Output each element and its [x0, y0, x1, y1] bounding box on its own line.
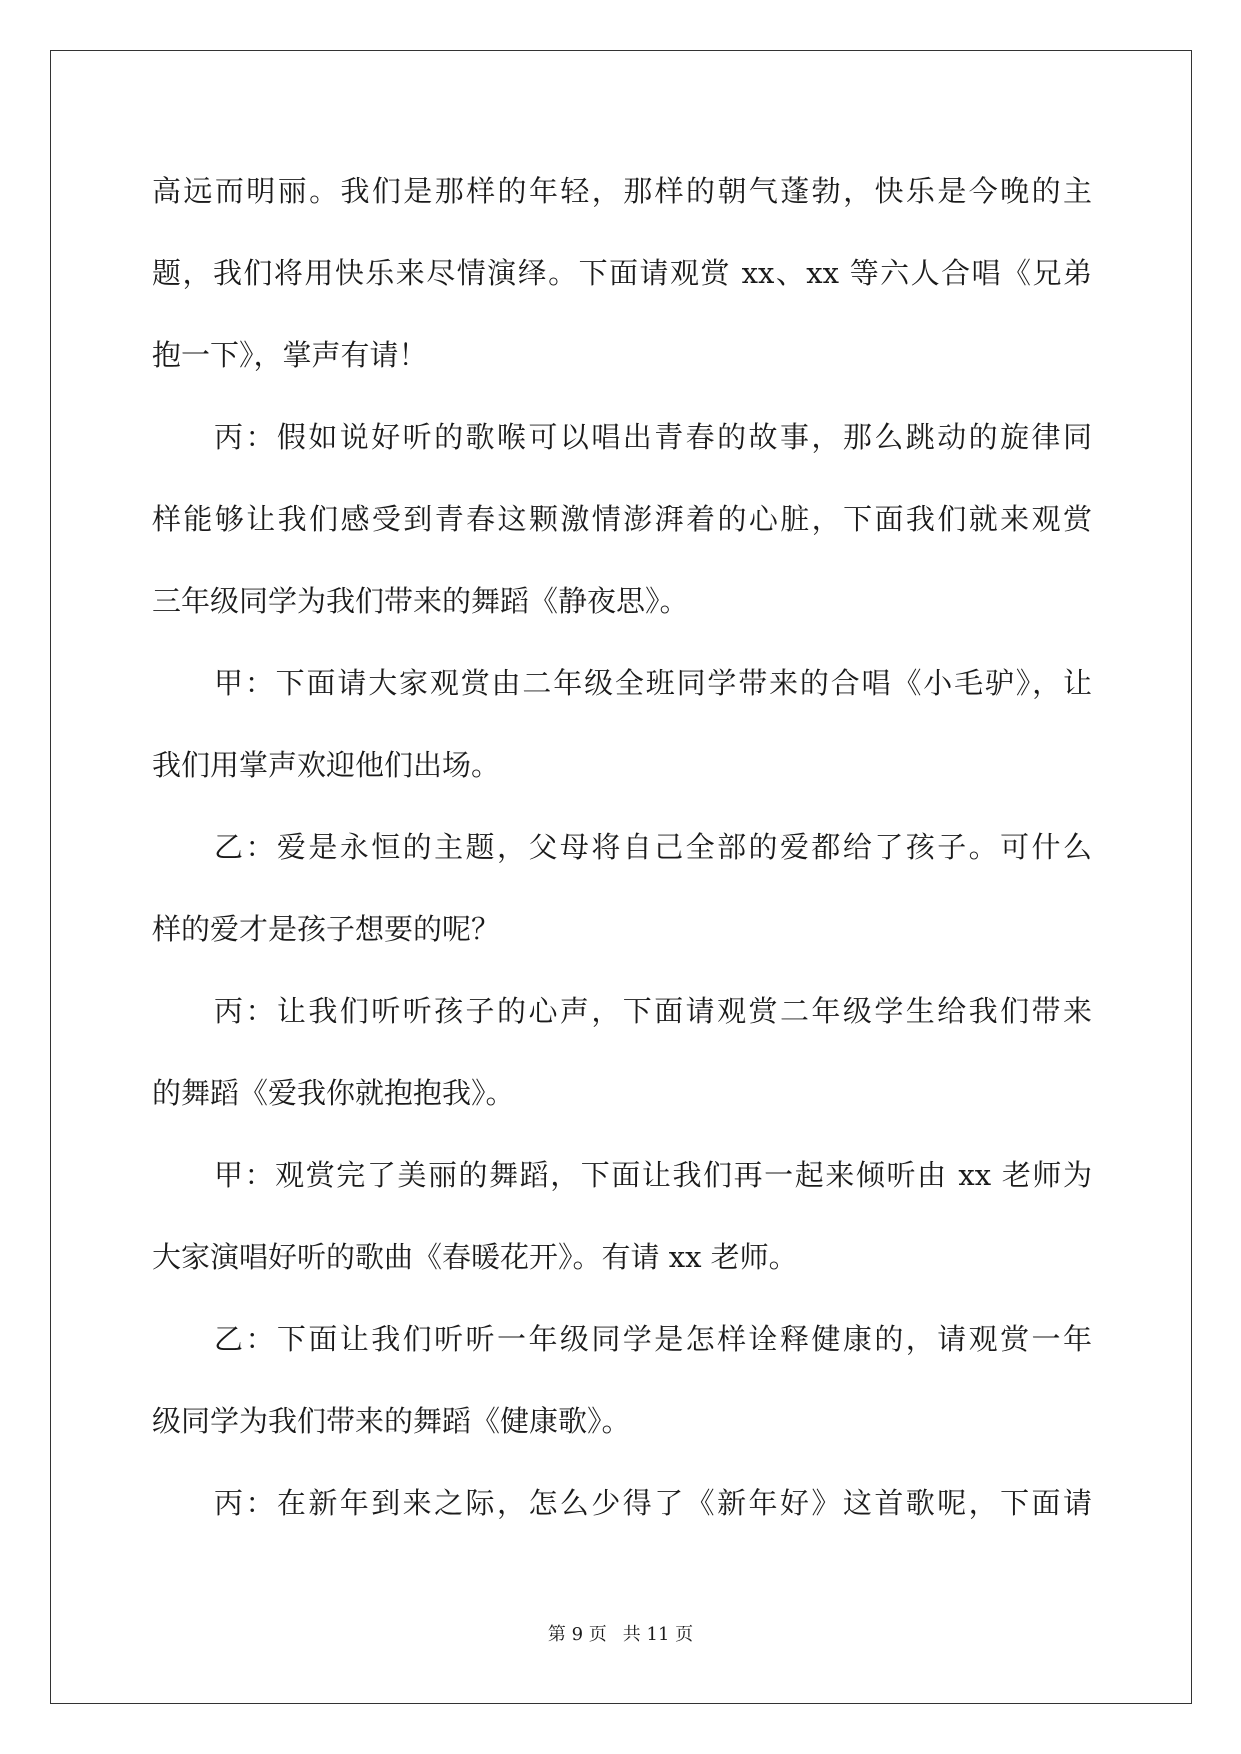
text-line: 我们用掌声欢迎他们出场。 [152, 748, 501, 782]
text-line: 丙：假如说好听的歌喉可以唱出青春的故事，那么跳动的旋律同 [214, 420, 1092, 454]
text-line: 三年级同学为我们带来的舞蹈《静夜思》。 [152, 584, 689, 618]
text-line: 甲：观赏完了美丽的舞蹈，下面让我们再一起来倾听由 xx 老师为 [214, 1158, 1092, 1192]
text-line: 丙：让我们听听孩子的心声，下面请观赏二年级学生给我们带来 [214, 994, 1092, 1028]
text-line: 抱一下》，掌声有请！ [152, 338, 428, 372]
text-line: 样的爱才是孩子想要的呢？ [152, 912, 501, 946]
text-line: 乙：下面让我们听听一年级同学是怎样诠释健康的，请观赏一年 [214, 1322, 1092, 1356]
text-line: 级同学为我们带来的舞蹈《健康歌》。 [152, 1404, 631, 1438]
text-line: 样能够让我们感受到青春这颗激情澎湃着的心脏，下面我们就来观赏 [152, 502, 1092, 536]
text-line: 的舞蹈《爱我你就抱抱我》。 [152, 1076, 515, 1110]
text-line: 高远而明丽。我们是那样的年轻，那样的朝气蓬勃，快乐是今晚的主 [152, 174, 1092, 208]
page-total: 共 11 页 [622, 1624, 694, 1645]
page-number: 第 9 页 [547, 1624, 607, 1645]
document-body [152, 162, 1092, 1556]
text-line: 大家演唱好听的歌曲《春暖花开》。有请 xx 老师。 [152, 1240, 798, 1274]
text-line: 乙：爱是永恒的主题，父母将自己全部的爱都给了孩子。可什么 [214, 830, 1092, 864]
text-line: 题，我们将用快乐来尽情演绎。下面请观赏 xx、xx 等六人合唱《兄弟 [152, 256, 1092, 290]
text-line: 甲：下面请大家观赏由二年级全班同学带来的合唱《小毛驴》，让 [214, 666, 1092, 700]
page-footer [0, 1620, 1241, 1646]
text-line: 丙：在新年到来之际，怎么少得了《新年好》这首歌呢，下面请 [214, 1486, 1092, 1520]
